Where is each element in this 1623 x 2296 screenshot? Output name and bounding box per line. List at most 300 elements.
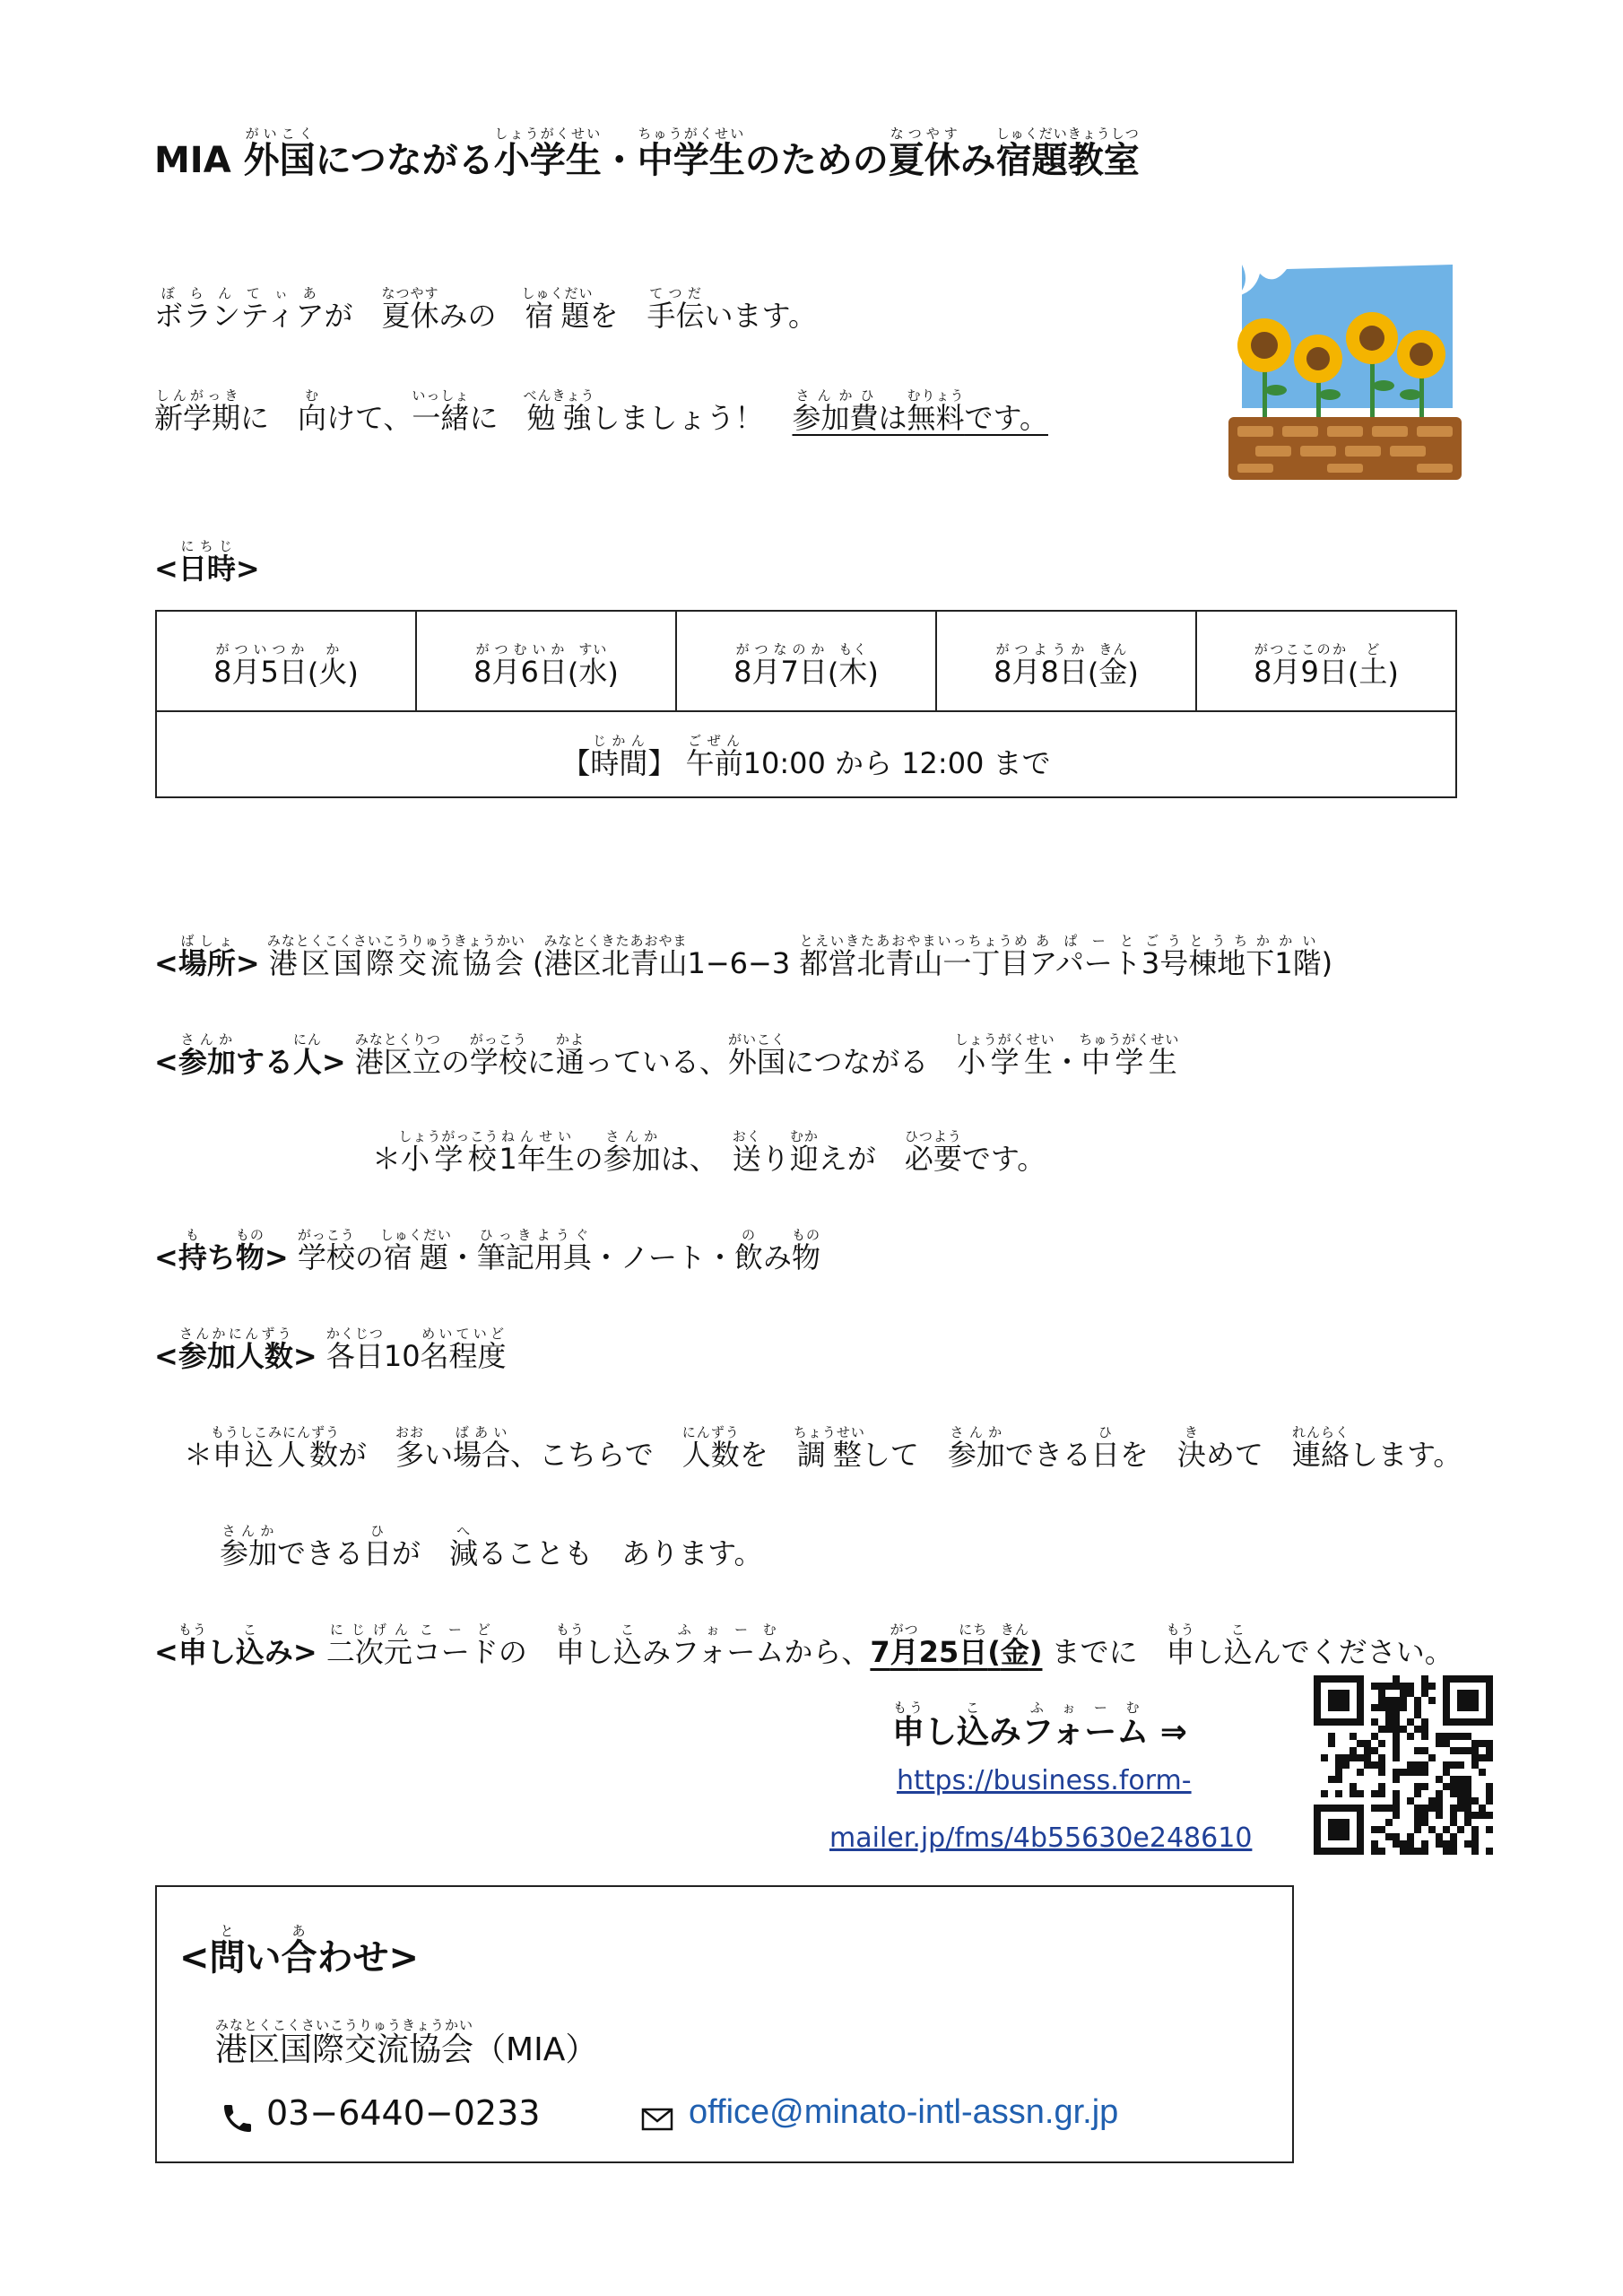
qr-module bbox=[1486, 1718, 1493, 1726]
qr-module bbox=[1414, 1848, 1421, 1855]
qr-module bbox=[1436, 1797, 1443, 1805]
qr-module bbox=[1314, 1683, 1321, 1690]
qr-module bbox=[1479, 1718, 1486, 1726]
qr-module bbox=[1371, 1840, 1378, 1848]
qr-module bbox=[1414, 1726, 1421, 1733]
qr-module bbox=[1457, 1826, 1464, 1833]
qr-module bbox=[1385, 1805, 1393, 1812]
qr-module bbox=[1486, 1754, 1493, 1761]
qr-module bbox=[1400, 1769, 1407, 1776]
qr-module bbox=[1479, 1754, 1486, 1761]
qr-module bbox=[1357, 1718, 1364, 1726]
qr-module bbox=[1328, 1740, 1335, 1747]
qr-module bbox=[1314, 1718, 1321, 1726]
qr-module bbox=[1314, 1704, 1321, 1711]
qr-module bbox=[1486, 1690, 1493, 1697]
qr-module bbox=[1357, 1826, 1364, 1833]
qr-module bbox=[1471, 1675, 1479, 1683]
qr-module bbox=[1486, 1790, 1493, 1797]
schedule-day: 8月9日がつここのか ( 土ど ) bbox=[1254, 641, 1399, 691]
qr-module bbox=[1464, 1747, 1471, 1754]
qr-module bbox=[1335, 1790, 1342, 1797]
qr-module bbox=[1328, 1776, 1335, 1783]
qr-module bbox=[1443, 1826, 1450, 1833]
qr-module bbox=[1357, 1805, 1364, 1812]
qr-module bbox=[1479, 1812, 1486, 1819]
qr-module bbox=[1471, 1740, 1479, 1747]
qr-module bbox=[1450, 1776, 1457, 1783]
qr-module bbox=[1357, 1790, 1364, 1797]
qr-module bbox=[1357, 1704, 1364, 1711]
qr-module bbox=[1471, 1848, 1479, 1855]
qr-module bbox=[1335, 1826, 1342, 1833]
schedule-days-row bbox=[157, 612, 1455, 712]
qr-module bbox=[1457, 1790, 1464, 1797]
qr-module bbox=[1371, 1805, 1378, 1812]
qr-module bbox=[1328, 1848, 1335, 1855]
qr-module bbox=[1364, 1754, 1371, 1761]
qr-module bbox=[1328, 1704, 1335, 1711]
qr-module bbox=[1464, 1819, 1471, 1826]
qr-module bbox=[1464, 1718, 1471, 1726]
qr-module bbox=[1357, 1769, 1364, 1776]
qr-module bbox=[1436, 1776, 1443, 1783]
qr-module bbox=[1328, 1697, 1335, 1704]
qr-module bbox=[1321, 1675, 1328, 1683]
qr-module bbox=[1407, 1769, 1414, 1776]
qr-module bbox=[1393, 1711, 1400, 1718]
qr-module bbox=[1342, 1833, 1350, 1840]
qr-module bbox=[1393, 1733, 1400, 1740]
phone-number[interactable]: 03−6440−0233 bbox=[266, 2093, 541, 2133]
qr-module bbox=[1471, 1690, 1479, 1697]
schedule-heading: <日時にちじ> bbox=[154, 538, 260, 586]
qr-module bbox=[1393, 1754, 1400, 1761]
qr-module bbox=[1350, 1805, 1357, 1812]
qr-module bbox=[1371, 1790, 1378, 1797]
qr-module bbox=[1443, 1683, 1450, 1690]
qr-module bbox=[1457, 1776, 1464, 1783]
qr-module bbox=[1321, 1754, 1328, 1761]
qr-module bbox=[1357, 1812, 1364, 1819]
qr-module bbox=[1321, 1718, 1328, 1726]
qr-module bbox=[1378, 1761, 1385, 1769]
qr-module bbox=[1443, 1769, 1450, 1776]
email-address[interactable]: office@minato-intl-assn.gr.jp bbox=[689, 2093, 1119, 2131]
qr-module bbox=[1385, 1697, 1393, 1704]
qr-module bbox=[1464, 1805, 1471, 1812]
qr-module bbox=[1314, 1675, 1321, 1683]
qr-module bbox=[1421, 1683, 1428, 1690]
qr-module bbox=[1421, 1848, 1428, 1855]
qr-module bbox=[1385, 1704, 1393, 1711]
qr-module bbox=[1407, 1761, 1414, 1769]
qr-module bbox=[1436, 1833, 1443, 1840]
qr-module bbox=[1436, 1790, 1443, 1797]
items-label: <持もち物もの> bbox=[154, 1227, 289, 1274]
organization-name: 港区国際交流協会みなとくこくさいこうりゅうきょうかい（MIA） bbox=[215, 2017, 598, 2068]
form-url-link-continued[interactable]: mailer.jp/fms/4b55630e248610 bbox=[829, 1822, 1253, 1854]
qr-module bbox=[1421, 1783, 1428, 1790]
qr-module bbox=[1457, 1783, 1464, 1790]
qr-module bbox=[1357, 1683, 1364, 1690]
qr-module bbox=[1450, 1812, 1457, 1819]
qr-module bbox=[1321, 1790, 1328, 1797]
qr-module bbox=[1436, 1740, 1443, 1747]
items-line: <持もち物もの> 学校がっこうの宿題しゅくだい・筆記用具ひっきようぐ・ノート・飲のみ物もの bbox=[154, 1227, 821, 1274]
qr-module bbox=[1314, 1819, 1321, 1826]
qr-module bbox=[1328, 1805, 1335, 1812]
qr-module bbox=[1357, 1711, 1364, 1718]
qr-module bbox=[1335, 1819, 1342, 1826]
qr-module bbox=[1393, 1740, 1400, 1747]
qr-module bbox=[1414, 1769, 1421, 1776]
qr-module bbox=[1314, 1697, 1321, 1704]
qr-module bbox=[1479, 1769, 1486, 1776]
qr-module bbox=[1364, 1740, 1371, 1747]
qr-module bbox=[1486, 1675, 1493, 1683]
qr-module bbox=[1443, 1761, 1450, 1769]
qr-module bbox=[1357, 1840, 1364, 1848]
qr-module bbox=[1457, 1805, 1464, 1812]
qr-module bbox=[1421, 1726, 1428, 1733]
qr-module bbox=[1335, 1697, 1342, 1704]
qr-module bbox=[1443, 1848, 1450, 1855]
qr-module bbox=[1400, 1704, 1407, 1711]
qr-module bbox=[1414, 1697, 1421, 1704]
qr-module bbox=[1378, 1805, 1385, 1812]
qr-module bbox=[1378, 1790, 1385, 1797]
qr-module bbox=[1378, 1704, 1385, 1711]
qr-module bbox=[1371, 1718, 1378, 1726]
application-line: <申もうし込こみ> 二次元にじげんコードこーどの 申もうし込こみフォームふぉーむから、7月がつ25日にち(金きん) までに 申もうし込こんでください。 bbox=[154, 1622, 1454, 1669]
qr-module bbox=[1335, 1833, 1342, 1840]
qr-module bbox=[1407, 1840, 1414, 1848]
qr-module bbox=[1443, 1840, 1450, 1848]
form-url-link[interactable]: https://business.form- bbox=[897, 1765, 1192, 1796]
place-label: <場所ばしょ> bbox=[154, 933, 260, 980]
qr-module bbox=[1393, 1776, 1400, 1783]
qr-module bbox=[1364, 1747, 1371, 1754]
qr-module bbox=[1400, 1848, 1407, 1855]
qr-module bbox=[1421, 1805, 1428, 1812]
qr-module bbox=[1471, 1833, 1479, 1840]
qr-module bbox=[1464, 1690, 1471, 1697]
schedule-day: 8月8日がつようか ( 金きん ) bbox=[937, 612, 1197, 710]
qr-module bbox=[1414, 1761, 1421, 1769]
qr-module bbox=[1342, 1826, 1350, 1833]
schedule-day: 8月6日がつむいか ( 水すい ) bbox=[417, 612, 677, 710]
qr-module bbox=[1393, 1769, 1400, 1776]
qr-module bbox=[1378, 1826, 1385, 1833]
qr-module bbox=[1471, 1718, 1479, 1726]
qr-module bbox=[1350, 1848, 1357, 1855]
qr-module bbox=[1393, 1704, 1400, 1711]
qr-module bbox=[1378, 1848, 1385, 1855]
qr-module bbox=[1443, 1690, 1450, 1697]
qr-module bbox=[1393, 1747, 1400, 1754]
qr-module bbox=[1421, 1733, 1428, 1740]
qr-module bbox=[1421, 1690, 1428, 1697]
qr-module bbox=[1400, 1683, 1407, 1690]
qr-module bbox=[1464, 1790, 1471, 1797]
qr-module bbox=[1414, 1790, 1421, 1797]
qr-module bbox=[1443, 1783, 1450, 1790]
contact-heading: <問とい合あわせ> bbox=[179, 1923, 420, 1979]
qr-module bbox=[1314, 1690, 1321, 1697]
qr-module bbox=[1407, 1833, 1414, 1840]
qr-module bbox=[1328, 1733, 1335, 1740]
qr-module bbox=[1371, 1848, 1378, 1855]
qr-module bbox=[1486, 1826, 1493, 1833]
qr-module bbox=[1450, 1761, 1457, 1769]
intro-line-2: 新学期しんがっきに 向むけて、一緒いっしょに 勉強べんきょうしましょう！ 参加費さんかひは無料むりょうです。 bbox=[154, 387, 1048, 435]
schedule-day: 8月7日がつなのか ( 木もく ) bbox=[677, 612, 937, 710]
qr-module bbox=[1486, 1704, 1493, 1711]
qr-module bbox=[1328, 1675, 1335, 1683]
qr-module bbox=[1350, 1675, 1357, 1683]
capacity-note-2: 参加さんかできる日ひが 減へることも あります。 bbox=[220, 1523, 763, 1570]
qr-module bbox=[1428, 1805, 1436, 1812]
qr-module bbox=[1357, 1819, 1364, 1826]
qr-module bbox=[1407, 1690, 1414, 1697]
mail-icon bbox=[641, 2108, 673, 2131]
qr-module bbox=[1414, 1805, 1421, 1812]
qr-module bbox=[1357, 1675, 1364, 1683]
schedule-table bbox=[155, 610, 1457, 798]
qr-module bbox=[1342, 1697, 1350, 1704]
qr-module bbox=[1450, 1783, 1457, 1790]
qr-module bbox=[1407, 1683, 1414, 1690]
qr-module bbox=[1342, 1704, 1350, 1711]
qr-module bbox=[1350, 1754, 1357, 1761]
intro-line-1: ボランティアぼらんてぃあが 夏休なつやすみの 宿題しゅくだいを 手伝てつだいます。 bbox=[154, 285, 817, 333]
qr-module bbox=[1457, 1761, 1464, 1769]
qr-module bbox=[1393, 1726, 1400, 1733]
qr-module bbox=[1371, 1704, 1378, 1711]
qr-module bbox=[1457, 1704, 1464, 1711]
place-line: <場所ばしょ> 港区国際交流協会みなとくこくさいこうりゅうきょうかい (港区北青山みなとくきたあおやま1−6−3 都営北青山一丁目とえいきたあおやまいっちょうめアパートあぱーと3号棟地下ごうとうちか1階かい) bbox=[154, 933, 1333, 980]
qr-module bbox=[1428, 1754, 1436, 1761]
qr-module bbox=[1414, 1812, 1421, 1819]
participants-line: <参加さんかする人にん> 港区立みなとくりつの学校がっこうに通かよっている、外国がいこくにつながる 小学生しょうがくせい・中学生ちゅうがくせい bbox=[154, 1031, 1180, 1079]
qr-module bbox=[1457, 1797, 1464, 1805]
qr-module bbox=[1342, 1761, 1350, 1769]
qr-module bbox=[1342, 1848, 1350, 1855]
qr-module bbox=[1486, 1848, 1493, 1855]
qr-module bbox=[1464, 1697, 1471, 1704]
qr-module bbox=[1471, 1747, 1479, 1754]
qr-module bbox=[1364, 1761, 1371, 1769]
application-deadline: 7月がつ25日にち(金きん) bbox=[870, 1622, 1043, 1669]
qr-module bbox=[1314, 1840, 1321, 1848]
qr-module bbox=[1414, 1747, 1421, 1754]
phone-icon bbox=[220, 2100, 256, 2136]
qr-module bbox=[1486, 1747, 1493, 1754]
qr-module bbox=[1314, 1812, 1321, 1819]
qr-module bbox=[1393, 1797, 1400, 1805]
qr-module bbox=[1414, 1704, 1421, 1711]
qr-module bbox=[1428, 1697, 1436, 1704]
qr-module bbox=[1457, 1697, 1464, 1704]
qr-module bbox=[1328, 1690, 1335, 1697]
qr-module bbox=[1464, 1704, 1471, 1711]
qr-module bbox=[1335, 1718, 1342, 1726]
qr-module bbox=[1335, 1776, 1342, 1783]
qr-module bbox=[1457, 1690, 1464, 1697]
qr-module bbox=[1436, 1805, 1443, 1812]
contact-box bbox=[155, 1885, 1294, 2163]
qr-module bbox=[1471, 1812, 1479, 1819]
qr-module bbox=[1350, 1733, 1357, 1740]
qr-module bbox=[1378, 1783, 1385, 1790]
qr-module bbox=[1486, 1783, 1493, 1790]
qr-module bbox=[1385, 1833, 1393, 1840]
qr-module bbox=[1357, 1697, 1364, 1704]
qr-module bbox=[1486, 1812, 1493, 1819]
qr-module bbox=[1471, 1840, 1479, 1848]
qr-module bbox=[1350, 1790, 1357, 1797]
qr-module bbox=[1443, 1675, 1450, 1683]
qr-module bbox=[1443, 1697, 1450, 1704]
qr-module bbox=[1321, 1848, 1328, 1855]
qr-module bbox=[1450, 1733, 1457, 1740]
qr-module bbox=[1378, 1726, 1385, 1733]
application-form-label: 申もうし込こみフォームふぉーむ ⇒ bbox=[892, 1700, 1187, 1751]
qr-module bbox=[1328, 1819, 1335, 1826]
qr-module bbox=[1407, 1848, 1414, 1855]
qr-module bbox=[1450, 1848, 1457, 1855]
qr-module bbox=[1436, 1812, 1443, 1819]
qr-module bbox=[1407, 1797, 1414, 1805]
qr-module bbox=[1371, 1733, 1378, 1740]
qr-module bbox=[1342, 1805, 1350, 1812]
qr-module bbox=[1407, 1718, 1414, 1726]
qr-module bbox=[1328, 1718, 1335, 1726]
qr-module bbox=[1450, 1747, 1457, 1754]
qr-module bbox=[1400, 1726, 1407, 1733]
qr-module bbox=[1378, 1769, 1385, 1776]
qr-module bbox=[1400, 1840, 1407, 1848]
qr-module bbox=[1450, 1805, 1457, 1812]
qr-module bbox=[1421, 1747, 1428, 1754]
qr-module bbox=[1350, 1718, 1357, 1726]
sunflower-illustration bbox=[1224, 256, 1466, 484]
qr-module bbox=[1342, 1819, 1350, 1826]
qr-module bbox=[1464, 1812, 1471, 1819]
qr-module bbox=[1450, 1675, 1457, 1683]
qr-module bbox=[1385, 1683, 1393, 1690]
qr-module bbox=[1443, 1704, 1450, 1711]
qr-module bbox=[1464, 1675, 1471, 1683]
qr-module bbox=[1335, 1690, 1342, 1697]
qr-module bbox=[1471, 1797, 1479, 1805]
qr-module bbox=[1421, 1675, 1428, 1683]
qr-module bbox=[1378, 1690, 1385, 1697]
qr-module bbox=[1486, 1797, 1493, 1805]
page-title: MIA 外国がいこくにつながる小学生しょうがくせい・中学生ちゅうがくせいのための夏休なつやすみ宿題教室しゅくだいきょうしつ bbox=[154, 126, 1140, 181]
qr-module bbox=[1357, 1690, 1364, 1697]
qr-module bbox=[1464, 1783, 1471, 1790]
qr-module bbox=[1421, 1761, 1428, 1769]
qr-module bbox=[1436, 1733, 1443, 1740]
qr-module bbox=[1371, 1683, 1378, 1690]
qr-module bbox=[1457, 1675, 1464, 1683]
qr-module bbox=[1328, 1826, 1335, 1833]
application-label: <申もうし込こみ> bbox=[154, 1622, 317, 1669]
qr-module bbox=[1314, 1805, 1321, 1812]
qr-module bbox=[1342, 1675, 1350, 1683]
participants-label: <参加さんかする人にん> bbox=[154, 1031, 346, 1079]
capacity-line: <参加人数さんかにんずう> 各日かくじつ10名程度めいていど bbox=[154, 1326, 507, 1373]
qr-module bbox=[1414, 1783, 1421, 1790]
qr-module bbox=[1335, 1754, 1342, 1761]
qr-module bbox=[1342, 1718, 1350, 1726]
qr-module bbox=[1378, 1683, 1385, 1690]
qr-code[interactable] bbox=[1314, 1675, 1493, 1855]
capacity-note-1: ＊申込人数もうしこみにんずうが 多おおい場合ばあい、こちらで 人数にんずうを 調整ちょうせいして 参加さんかできる日ひを 決きめて 連絡れんらくします。 bbox=[184, 1424, 1462, 1472]
qr-module bbox=[1371, 1761, 1378, 1769]
qr-module bbox=[1471, 1704, 1479, 1711]
qr-module bbox=[1450, 1790, 1457, 1797]
qr-module bbox=[1393, 1790, 1400, 1797]
qr-module bbox=[1443, 1711, 1450, 1718]
qr-module bbox=[1335, 1848, 1342, 1855]
qr-module bbox=[1421, 1769, 1428, 1776]
qr-module bbox=[1471, 1761, 1479, 1769]
qr-module bbox=[1335, 1769, 1342, 1776]
qr-module bbox=[1479, 1805, 1486, 1812]
qr-module bbox=[1314, 1826, 1321, 1833]
qr-module bbox=[1428, 1826, 1436, 1833]
qr-module bbox=[1450, 1840, 1457, 1848]
qr-module bbox=[1342, 1690, 1350, 1697]
qr-module bbox=[1443, 1718, 1450, 1726]
qr-module bbox=[1486, 1711, 1493, 1718]
qr-module bbox=[1400, 1690, 1407, 1697]
qr-module bbox=[1371, 1826, 1378, 1833]
qr-module bbox=[1486, 1683, 1493, 1690]
free-fee-note: 参加費さんかひは無料むりょうです。 bbox=[792, 387, 1048, 435]
qr-module bbox=[1486, 1697, 1493, 1704]
qr-module bbox=[1421, 1812, 1428, 1819]
qr-module bbox=[1450, 1819, 1457, 1826]
qr-module bbox=[1443, 1740, 1450, 1747]
qr-module bbox=[1471, 1697, 1479, 1704]
qr-module bbox=[1443, 1733, 1450, 1740]
qr-module bbox=[1457, 1747, 1464, 1754]
qr-module bbox=[1414, 1819, 1421, 1826]
qr-module bbox=[1335, 1704, 1342, 1711]
qr-module bbox=[1393, 1683, 1400, 1690]
qr-module bbox=[1371, 1747, 1378, 1754]
qr-module bbox=[1328, 1833, 1335, 1840]
qr-module bbox=[1414, 1711, 1421, 1718]
participants-note: ＊小学校しょうがっこう1年生ねんせいの参加さんかは、 送おくり迎むかえが 必要ひつようです。 bbox=[372, 1128, 1046, 1176]
qr-module bbox=[1393, 1805, 1400, 1812]
qr-module bbox=[1385, 1718, 1393, 1726]
qr-module bbox=[1457, 1718, 1464, 1726]
qr-module bbox=[1436, 1840, 1443, 1848]
qr-module bbox=[1393, 1697, 1400, 1704]
schedule-time-row: 【 時間じかん 】 午前ごぜん 10:00 から 12:00 まで bbox=[561, 733, 1051, 780]
qr-module bbox=[1335, 1761, 1342, 1769]
qr-module bbox=[1357, 1740, 1364, 1747]
qr-module bbox=[1400, 1697, 1407, 1704]
qr-module bbox=[1393, 1718, 1400, 1726]
qr-module bbox=[1407, 1733, 1414, 1740]
qr-module bbox=[1357, 1848, 1364, 1855]
